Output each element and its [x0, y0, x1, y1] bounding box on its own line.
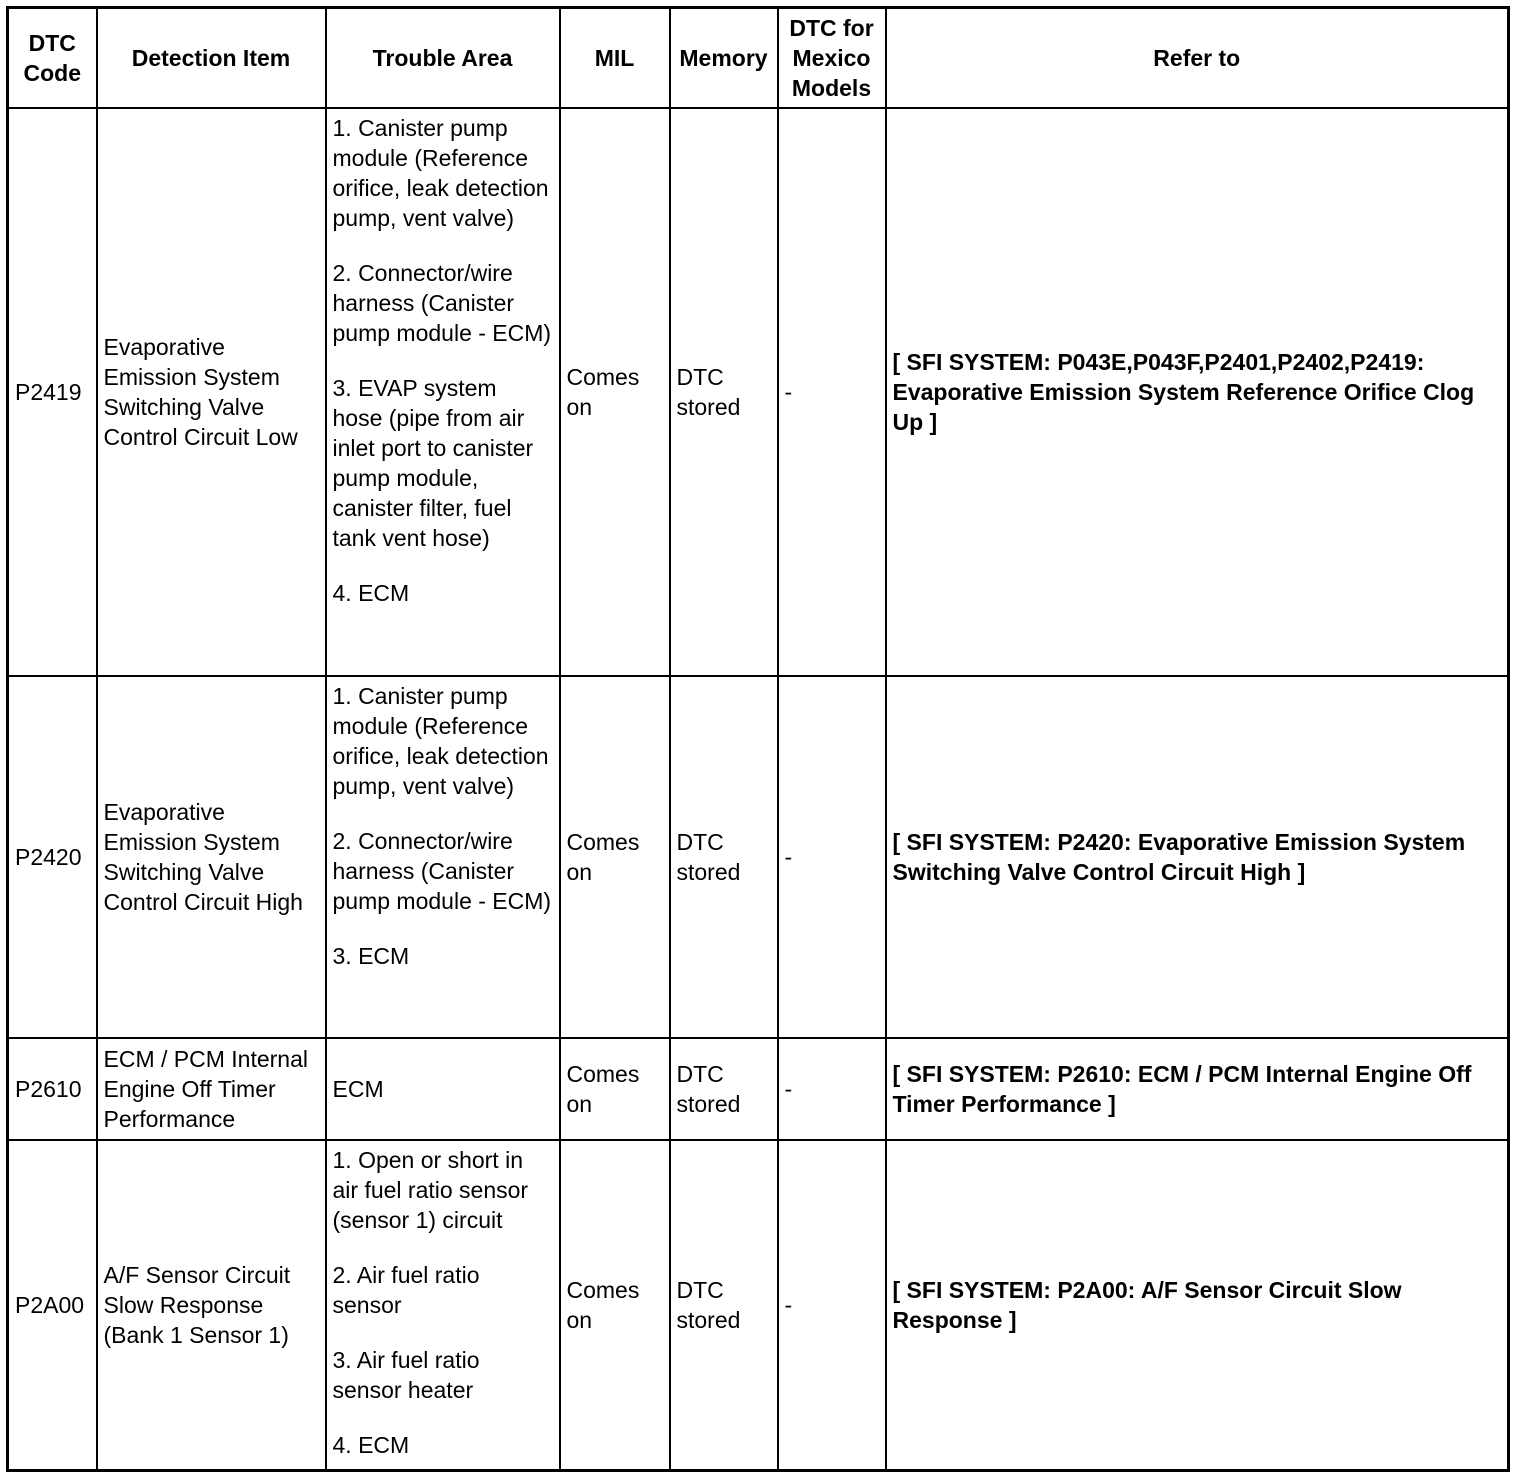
header-row [8, 8, 1509, 108]
trouble-area-item: 1. Canister pump module (Reference orifice, leak detection pump, vent valve) [332, 114, 549, 231]
header-detection-item: Detection Item [97, 8, 326, 108]
header-trouble-area: Trouble Area [326, 8, 560, 108]
mil-cell: Comes on [560, 108, 670, 676]
dtc-code-cell: P2420 [8, 676, 97, 1038]
detection-item-cell: Evaporative Emission System Switching Valve Control Circuit Low [97, 108, 326, 676]
memory-cell: DTC stored [670, 1140, 778, 1471]
trouble-area-item: 3. EVAP system hose (pipe from air inlet port to canister pump module, canister filter, fuel tank vent hose) [332, 374, 534, 551]
table-row [8, 108, 1509, 676]
header-mil: MIL [560, 8, 670, 108]
memory-cell: DTC stored [670, 676, 778, 1038]
detection-item-cell: Evaporative Emission System Switching Valve Control Circuit High [97, 676, 326, 1038]
detection-item-cell: ECM / PCM Internal Engine Off Timer Performance [97, 1038, 326, 1140]
trouble-area-item: 4. ECM [332, 579, 410, 606]
trouble-area-cell [326, 1140, 560, 1471]
mil-cell: Comes on [560, 1140, 670, 1471]
table-row [8, 676, 1509, 1038]
mexico-models-cell: - [778, 1038, 886, 1140]
trouble-area-cell [326, 108, 560, 676]
trouble-area-item: 2. Air fuel ratio sensor [332, 1261, 480, 1318]
header-mexico-models: DTC for Mexico Models [778, 8, 886, 108]
dtc-table [6, 6, 1510, 1472]
detection-item-cell: A/F Sensor Circuit Slow Response (Bank 1 Sensor 1) [97, 1140, 326, 1471]
header-dtc-code: DTC Code [8, 8, 97, 108]
trouble-area-item: 3. ECM [332, 942, 410, 969]
memory-cell: DTC stored [670, 1038, 778, 1140]
mil-cell: Comes on [560, 676, 670, 1038]
trouble-area-cell [326, 676, 560, 1038]
trouble-area-item: 3. Air fuel ratio sensor heater [332, 1346, 480, 1403]
dtc-code-cell: P2419 [8, 108, 97, 676]
header-refer-to: Refer to [886, 8, 1509, 108]
dtc-code-cell: P2610 [8, 1038, 97, 1140]
refer-to-link[interactable]: [ SFI SYSTEM: P043E,P043F,P2401,P2402,P2419: Evaporative Emission System Reference Orifice Clog Up ] [886, 108, 1509, 676]
trouble-area-cell [326, 1038, 560, 1140]
dtc-code-cell: P2A00 [8, 1140, 97, 1471]
mil-cell: Comes on [560, 1038, 670, 1140]
refer-to-link[interactable]: [ SFI SYSTEM: P2420: Evaporative Emission System Switching Valve Control Circuit High ] [886, 676, 1509, 1038]
mexico-models-cell: - [778, 676, 886, 1038]
table-row [8, 1038, 1509, 1140]
header-memory: Memory [670, 8, 778, 108]
memory-cell: DTC stored [670, 108, 778, 676]
trouble-area-item: 2. Connector/wire harness (Canister pump module - ECM) [332, 827, 552, 914]
refer-to-link[interactable]: [ SFI SYSTEM: P2610: ECM / PCM Internal Engine Off Timer Performance ] [886, 1038, 1509, 1140]
mexico-models-cell: - [778, 1140, 886, 1471]
trouble-area-item: 2. Connector/wire harness (Canister pump module - ECM) [332, 259, 552, 346]
trouble-area-item: 1. Canister pump module (Reference orifice, leak detection pump, vent valve) [332, 682, 549, 799]
table-row [8, 1140, 1509, 1471]
trouble-area-item: ECM [332, 1075, 384, 1102]
trouble-area-item: 1. Open or short in air fuel ratio sensor (sensor 1) circuit [332, 1146, 529, 1233]
refer-to-link[interactable]: [ SFI SYSTEM: P2A00: A/F Sensor Circuit Slow Response ] [886, 1140, 1509, 1471]
trouble-area-item: 4. ECM [332, 1431, 410, 1458]
mexico-models-cell: - [778, 108, 886, 676]
